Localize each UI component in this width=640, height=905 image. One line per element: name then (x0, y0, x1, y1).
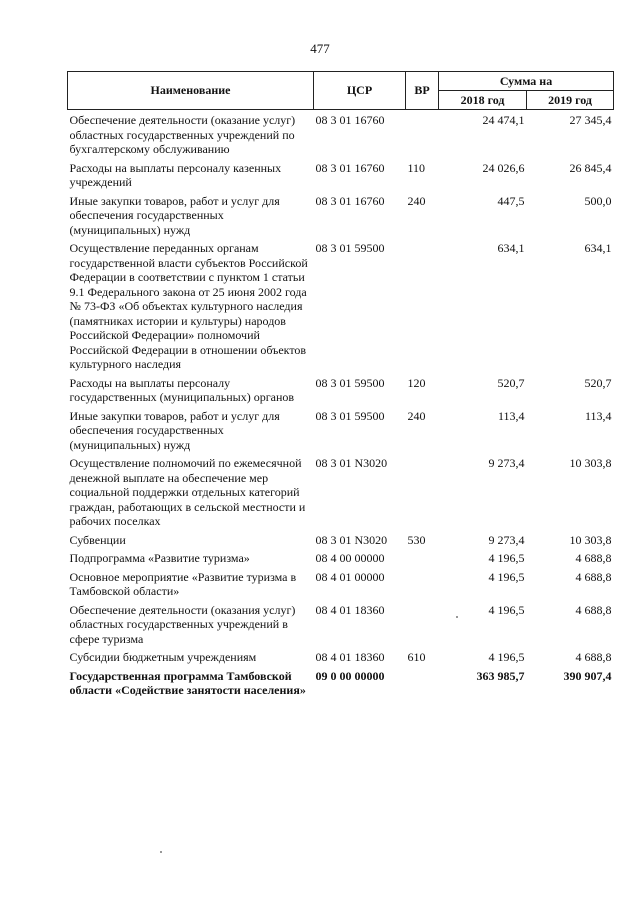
row-sum-2018: 24 026,6 (482, 160, 525, 175)
row-sum-2018: 9 273,4 (488, 532, 525, 547)
table-row (68, 241, 614, 376)
table-row (68, 110, 614, 161)
row-sum-2019: 4 688,8 (575, 650, 612, 664)
row-sum-2019: 4 688,8 (575, 551, 612, 565)
header-name: Наименование (68, 72, 314, 110)
row-csr: 08 3 01 59500 (315, 408, 385, 423)
row-sum-2018: 447,5 (497, 193, 525, 208)
row-sum-2018: 520,7 (497, 375, 525, 390)
row-vr: 110 (407, 160, 426, 175)
row-name: Государственная программа Тамбовской области «Содействие занятости населения» (69, 668, 306, 697)
row-csr: 08 4 01 18360 (315, 602, 385, 617)
row-vr (406, 603, 439, 651)
row-csr: 08 3 01 16760 (315, 193, 385, 208)
row-sum-2019: 634,1 (584, 241, 612, 255)
row-sum-2018: 4 196,5 (488, 650, 525, 664)
row-sum-2019: 27 345,4 (569, 113, 612, 127)
row-name: Иные закупки товаров, работ и услуг для обеспечения государственных (муниципальных) нужд (69, 408, 280, 452)
row-sum-2018: 634,1 (497, 241, 525, 255)
row-vr (406, 241, 439, 376)
row-vr: 240 (407, 193, 426, 208)
row-vr (406, 110, 439, 161)
table-row (68, 161, 614, 194)
row-sum-2018: 4 196,5 (488, 602, 525, 617)
table-row (68, 376, 614, 409)
header-vr: ВР (406, 72, 439, 110)
table-row (68, 551, 614, 570)
header-csr: ЦСР (314, 72, 406, 110)
row-csr: 08 3 01 59500 (315, 375, 385, 390)
table-row (68, 194, 614, 242)
row-vr (406, 551, 439, 570)
row-name: Иные закупки товаров, работ и услуг для обеспечения государственных (муниципальных) нужд (69, 193, 280, 237)
row-name: Расходы на выплаты персоналу казенных учреждений (69, 160, 282, 189)
row-csr: 08 3 01 16760 (315, 113, 385, 127)
scan-speck (160, 851, 162, 853)
row-sum-2019: 390 907,4 (563, 668, 612, 683)
row-csr: 08 4 01 00000 (315, 569, 385, 584)
row-name: Субсидии бюджетным учреждениям (69, 650, 257, 664)
row-sum-2019: 4 688,8 (575, 602, 612, 617)
table-row (68, 570, 614, 603)
row-name: Обеспечение деятельности (оказание услуг) областных государственных учреждений по бухгалтерскому обслуживанию (69, 113, 296, 156)
row-csr: 08 4 01 18360 (315, 650, 385, 664)
row-vr: 530 (407, 532, 426, 547)
row-sum-2019: 4 688,8 (575, 569, 612, 584)
header-year-2019: 2019 год (527, 91, 614, 110)
row-csr: 08 3 01 59500 (315, 241, 385, 255)
row-name: Подпрограмма «Развитие туризма» (69, 551, 250, 565)
row-vr (406, 669, 439, 702)
row-name: Осуществление полномочий по ежемесячной денежной выплате на обеспечение мер социальной поддержки отдельных категорий граждан, работающих в сельской местности и рабочих поселках (69, 456, 306, 528)
row-sum-2018: 9 273,4 (488, 456, 525, 470)
row-sum-2018: 24 474,1 (482, 113, 525, 127)
row-csr: 08 3 01 16760 (315, 160, 385, 175)
table-row (68, 650, 614, 669)
row-name: Субвенции (69, 532, 126, 547)
row-sum-2019: 10 303,8 (569, 532, 612, 547)
row-sum-2018: 363 985,7 (476, 668, 525, 683)
row-sum-2018: 4 196,5 (488, 569, 525, 584)
row-csr: 08 3 01 N3020 (315, 532, 388, 547)
table-row-total (68, 669, 614, 702)
row-name: Расходы на выплаты персоналу государственных (муниципальных) органов (69, 375, 295, 404)
row-csr: 08 3 01 N3020 (315, 456, 388, 470)
header-sum: Сумма на (439, 72, 614, 91)
row-sum-2019: 500,0 (584, 193, 612, 208)
row-csr: 08 4 00 00000 (315, 551, 385, 565)
row-sum-2018: 4 196,5 (488, 551, 525, 565)
page-number: 477 (310, 41, 330, 56)
budget-table (67, 71, 614, 702)
table-row (68, 603, 614, 651)
row-sum-2018: 113,4 (497, 408, 525, 423)
table-row (68, 456, 614, 533)
table-body (68, 110, 614, 702)
row-name: Осуществление переданных органам государственной власти субъектов Российской Федерации в соответствии с пунктом 1 статьи 9.1 Федерального закона от 25 июня 2002 года № 73-ФЗ «Об объектах культурного наследия (памятниках истории и культуры) народов Российской Федерации» полномочий Российской Федерации в отношении объектов культурного наследия (69, 241, 308, 371)
row-vr (406, 456, 439, 533)
row-sum-2019: 113,4 (584, 408, 612, 423)
row-sum-2019: 26 845,4 (569, 160, 612, 175)
row-name: Обеспечение деятельности (оказания услуг) областных государственных учреждений в сфере туризма (69, 602, 296, 646)
table-row (68, 409, 614, 457)
row-sum-2019: 10 303,8 (569, 456, 612, 470)
row-vr: 120 (407, 375, 426, 390)
row-csr: 09 0 00 00000 (315, 668, 385, 683)
row-sum-2019: 520,7 (584, 375, 612, 390)
row-vr: 610 (407, 650, 426, 664)
header-year-2018: 2018 год (439, 91, 527, 110)
table-row (68, 533, 614, 552)
scan-speck (456, 616, 458, 618)
row-name: Основное мероприятие «Развитие туризма в Тамбовской области» (69, 569, 297, 598)
row-vr: 240 (407, 408, 426, 423)
row-vr (406, 570, 439, 603)
